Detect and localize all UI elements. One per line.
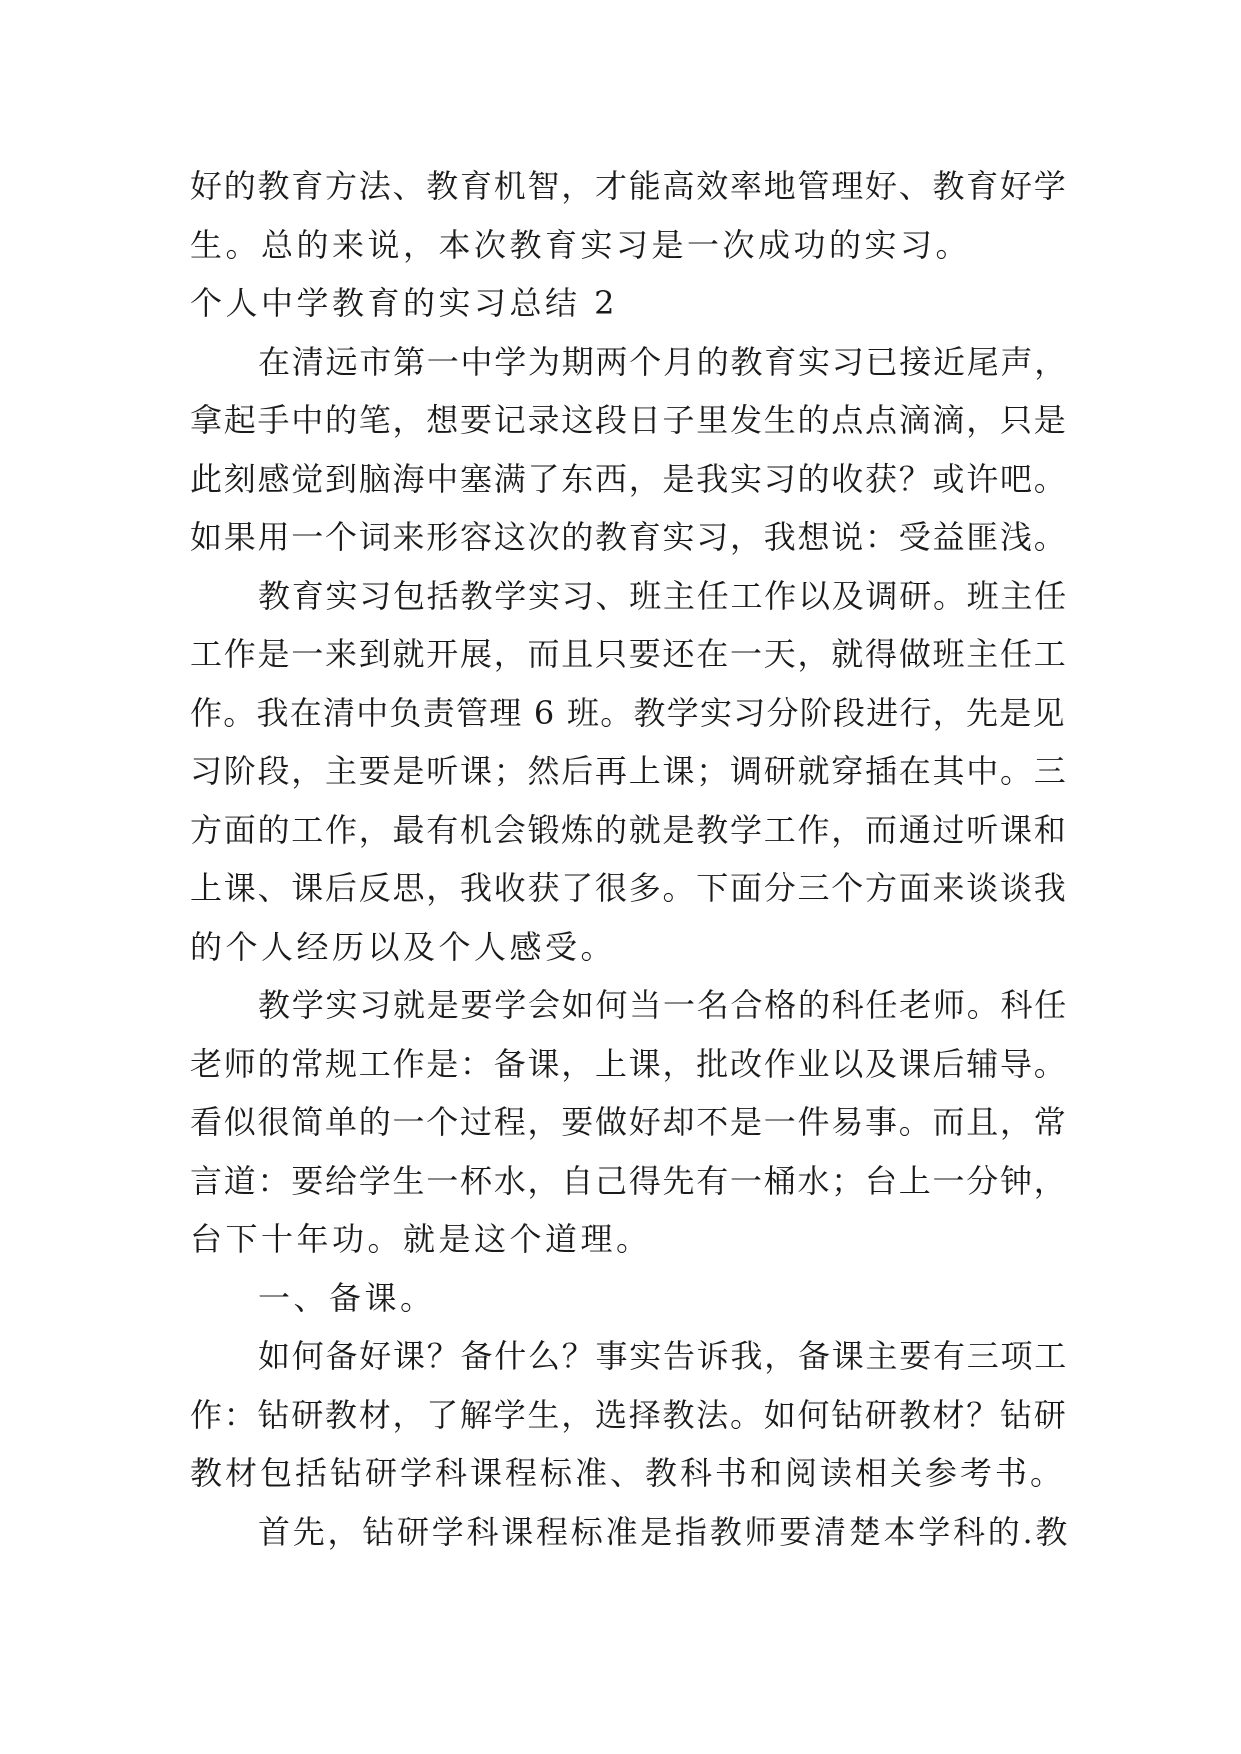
text-line: 教学实习就是要学会如何当一名合格的科任老师。科任 bbox=[258, 986, 1069, 1024]
text-line: 老师的常规工作是：备课，上课，批改作业以及课后辅导。 bbox=[190, 1044, 1068, 1083]
text-line: 教育实习包括教学实习、班主任工作以及调研。班主任 bbox=[258, 576, 1069, 615]
text-line: 拿起手中的笔，想要记录这段日子里发生的点点滴滴，只是 bbox=[190, 401, 1068, 439]
text-line: 方面的工作，最有机会锻炼的就是教学工作，而通过听课和 bbox=[190, 810, 1068, 849]
text-line: 生。总的来说，本次教育实习是一次成功的实习。 bbox=[190, 225, 972, 264]
text-line: 首先，钻研学科课程标准是指教师要清楚本学科的.教 bbox=[258, 1512, 1071, 1551]
text-line: 台下十年功。就是这个道理。 bbox=[190, 1220, 652, 1258]
text-line: 言道：要给学生一杯水，自己得先有一桶水；台上一分钟， bbox=[190, 1161, 1068, 1200]
document-body bbox=[190, 157, 1070, 1561]
text-line: 作：钻研教材，了解学生，选择教法。如何钻研教材？钻研 bbox=[190, 1395, 1068, 1434]
text-line: 看似很简单的一个过程，要做好却不是一件易事。而且，常 bbox=[190, 1103, 1068, 1141]
text-line: 如果用一个词来形容这次的教育实习，我想说：受益匪浅。 bbox=[190, 518, 1068, 556]
text-line: 作。我在清中负责管理 6 班。教学实习分阶段进行，先是见 bbox=[190, 693, 1066, 732]
text-line: 如何备好课？备什么？事实告诉我，备课主要有三项工 bbox=[258, 1337, 1069, 1375]
text-line: 习阶段，主要是听课；然后再上课；调研就穿插在其中。三 bbox=[190, 752, 1068, 790]
text-line: 教材包括钻研学科课程标准、教科书和阅读相关参考书。 bbox=[190, 1454, 1066, 1492]
text-line: 上课、课后反思，我收获了很多。下面分三个方面来谈谈我 bbox=[190, 869, 1068, 907]
text-line: 的个人经历以及个人感受。 bbox=[190, 927, 617, 966]
section-heading: 个人中学教育的实习总结 2 bbox=[190, 284, 619, 322]
text-line: 工作是一来到就开展，而且只要还在一天，就得做班主任工 bbox=[190, 635, 1068, 673]
text-line: 好的教育方法、教育机智，才能高效率地管理好、教育好学 bbox=[190, 167, 1068, 205]
text-line: 此刻感觉到脑海中塞满了东西，是我实习的收获？或许吧。 bbox=[190, 459, 1068, 498]
subsection-heading: 一、备课。 bbox=[258, 1278, 436, 1317]
text-line: 在清远市第一中学为期两个月的教育实习已接近尾声， bbox=[258, 342, 1069, 381]
